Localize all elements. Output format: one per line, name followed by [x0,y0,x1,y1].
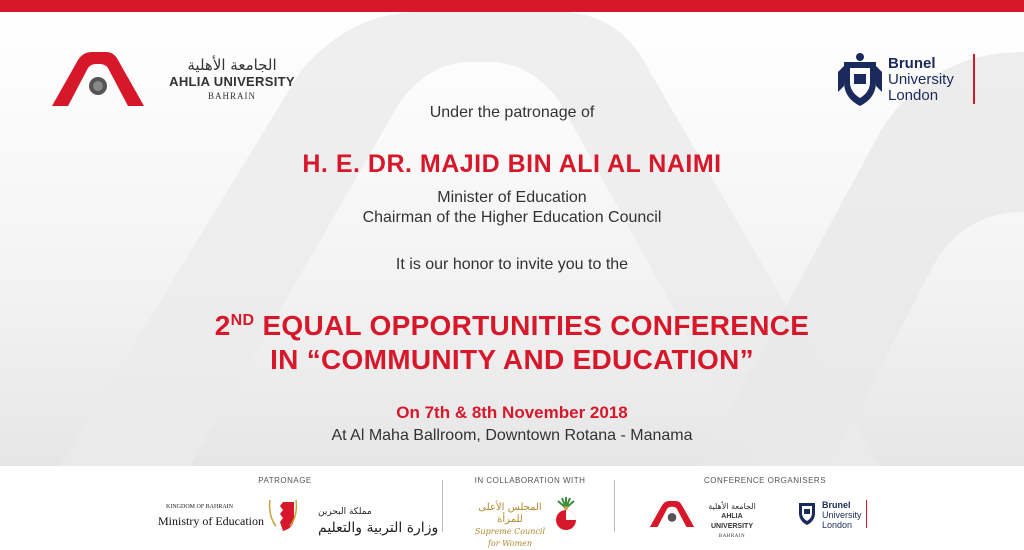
footer-heading-patronage: PATRONAGE [258,476,312,485]
footer-brunel-rule [866,500,867,528]
scw-emblem-icon [552,496,580,532]
brunel-footer-crest-icon [796,498,818,526]
patron-title-line-2: Chairman of the Higher Education Council [362,209,662,226]
footer-ahlia-name: AHLIA UNIVERSITY [710,513,753,530]
conference-ordinal-suffix: ND [230,312,255,329]
footer-brunel-text [822,500,862,530]
conference-date: On 7th & 8th November 2018 [396,403,628,422]
patron-title [100,188,924,228]
patron-title-line-1: Minister of Education [437,189,587,206]
scw-arabic-name: المجلس الأعلى للمرأة [478,502,542,525]
conference-title-line-1 [100,304,924,343]
bahrain-emblem-icon [268,498,298,532]
top-red-bar [0,0,1024,12]
brunel-line-university: University [888,71,954,88]
footer-heading-collaboration: IN COLLABORATION WITH [474,476,586,485]
footer-sponsors [0,466,1024,548]
scw-english-name: Supreme Council for Women [474,527,545,548]
conference-title-line-2: IN “COMMUNITY AND EDUCATION” [270,344,754,375]
brunel-crest-icon [838,52,882,108]
ahlia-university-logo [50,50,310,110]
footer-heading-organisers: CONFERENCE ORGANISERS [703,476,827,485]
conference-ordinal-number: 2 [214,310,231,341]
patronage-intro: Under the patronage of [429,104,595,121]
moe-english-name: Ministry of Education [158,514,264,528]
patron-name: H. E. DR. MAJID BIN ALI AL NAIMI [302,150,722,178]
ahlia-arabic-name: الجامعة الأهلية [187,56,277,74]
footer-ahlia-text [700,502,764,542]
conference-title [100,304,924,377]
moe-kingdom-label: KINGDOM OF BAHRAIN [166,504,234,510]
footer-ahlia-country: BAHRAIN [718,534,746,539]
footer-ahlia-arabic: الجامعة الأهلية [708,502,756,511]
invite-intro: It is our honor to invite you to the [395,256,629,273]
footer-brunel-london: London [822,520,853,530]
moe-arabic-kingdom: مملكة البحرين [318,507,372,517]
ahlia-logo-icon [50,50,146,108]
footer-divider-2 [614,480,615,532]
ahlia-footer-logo-icon [648,500,696,528]
brunel-red-rule [973,54,975,104]
moe-arabic-name [318,504,438,536]
conference-title-text-1: EQUAL OPPORTUNITIES CONFERENCE [254,310,810,341]
ahlia-english-name: AHLIA UNIVERSITY [169,74,295,89]
footer-brunel-name: Brunel [822,500,851,510]
moe-arabic-ministry: وزارة التربية والتعليم [318,520,439,536]
scw-name [470,502,550,550]
footer-brunel-university: University [822,510,862,520]
footer-divider-1 [442,480,443,532]
ahlia-country: BAHRAIN [207,91,256,101]
brunel-line-london: London [888,87,939,104]
conference-venue: At Al Maha Ballroom, Downtown Rotana - Manama [331,427,693,444]
brunel-university-logo [838,52,988,112]
brunel-name: Brunel [888,55,936,72]
